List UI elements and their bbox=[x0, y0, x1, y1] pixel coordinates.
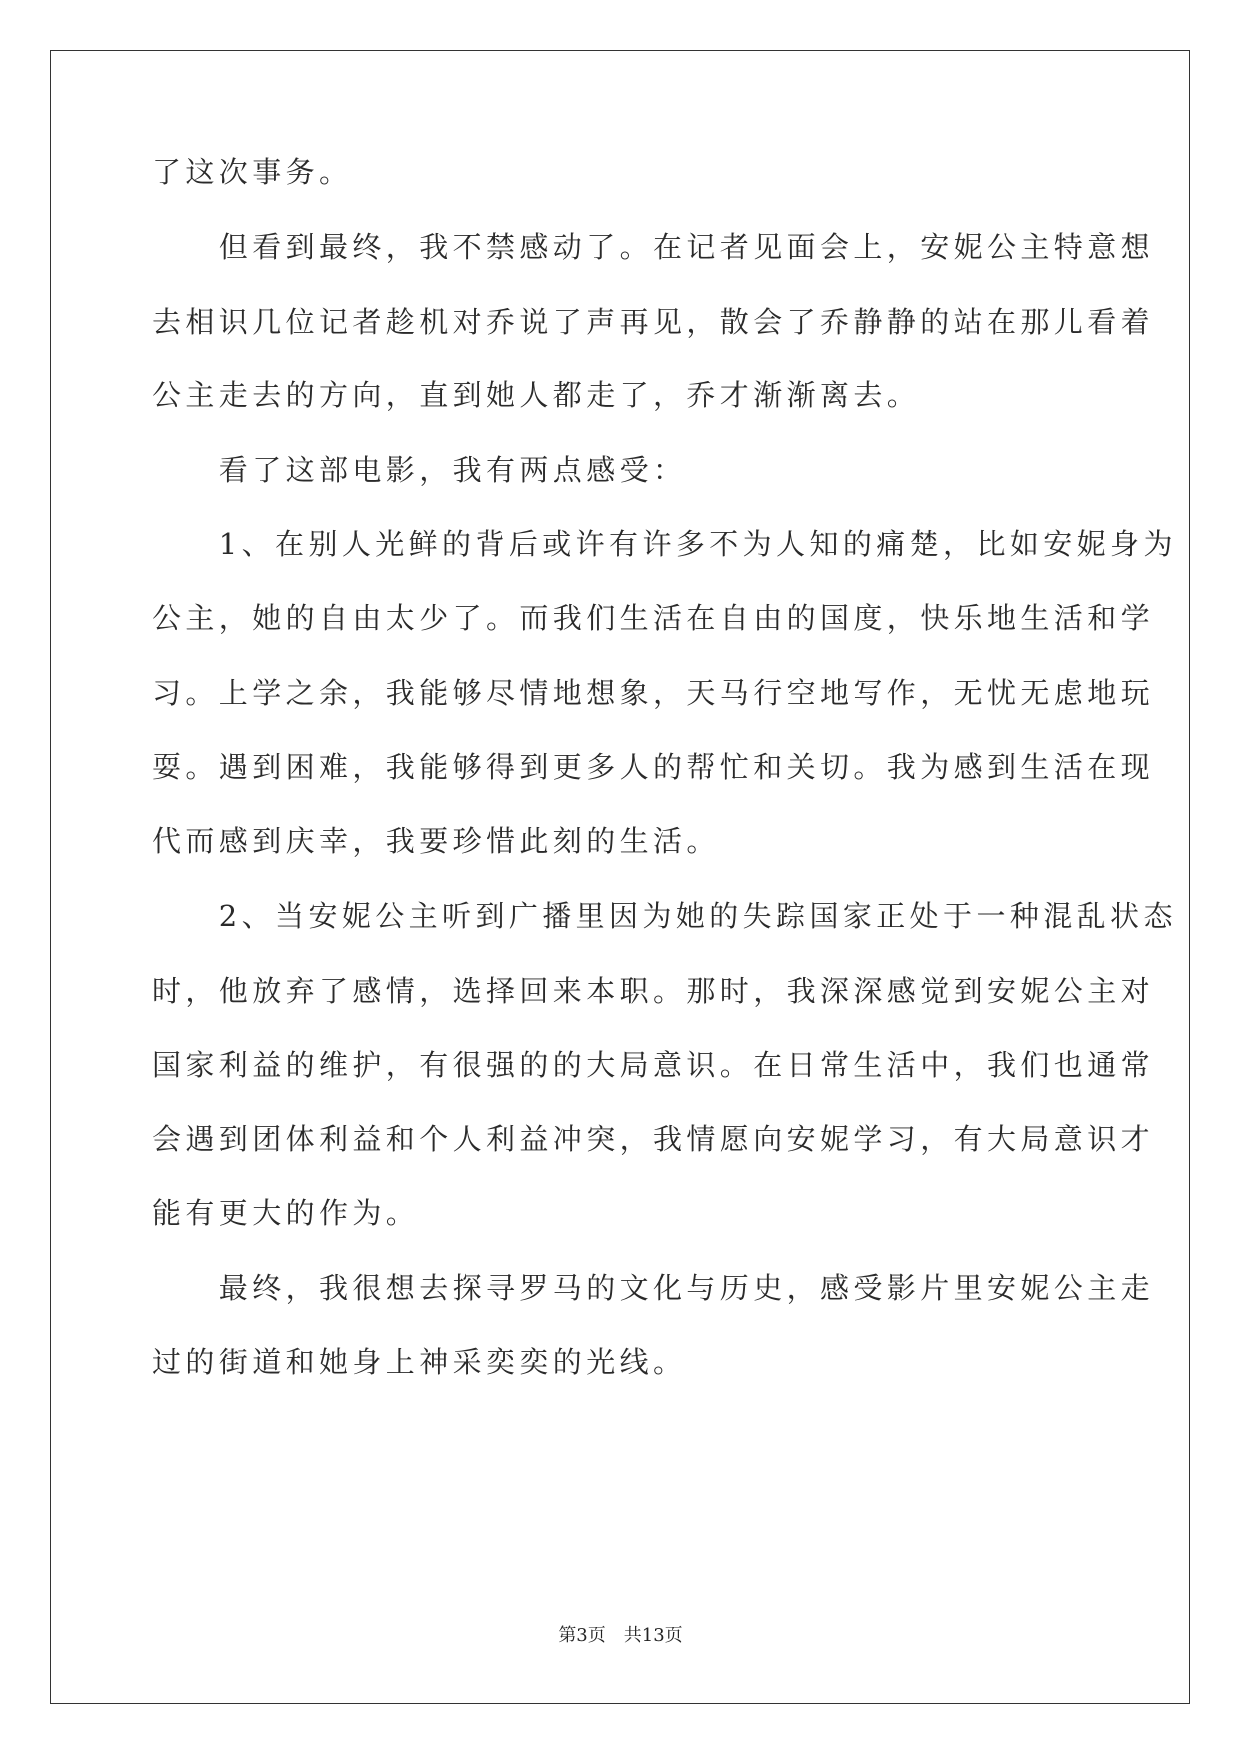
text-line-7: 公主，她的自由太少了。而我们生活在自由的国度，快乐地生活和学 bbox=[152, 601, 1155, 635]
text-line-11: 2、当安妮公主听到广播里因为她的失踪国家正处于一种混乱状态 bbox=[152, 899, 1177, 933]
text-line-17: 过的街道和她身上神采奕奕的光线。 bbox=[152, 1345, 687, 1379]
text-line-9: 耍。遇到困难，我能够得到更多人的帮忙和关切。我为感到生活在现 bbox=[152, 750, 1155, 784]
text-line-16: 最终，我很想去探寻罗马的文化与历史，感受影片里安妮公主走 bbox=[152, 1271, 1155, 1305]
text-line-13: 国家利益的维护，有很强的的大局意识。在日常生活中，我们也通常 bbox=[152, 1048, 1155, 1082]
text-line-5: 看了这部电影，我有两点感受： bbox=[152, 453, 687, 487]
text-line-2: 但看到最终，我不禁感动了。在记者见面会上，安妮公主特意想 bbox=[152, 230, 1155, 264]
text-line-15: 能有更大的作为。 bbox=[152, 1196, 420, 1230]
text-line-10: 代而感到庆幸，我要珍惜此刻的生活。 bbox=[152, 824, 720, 858]
text-line-1: 了这次事务。 bbox=[152, 155, 353, 189]
text-line-8: 习。上学之余，我能够尽情地想象，天马行空地写作，无忧无虑地玩 bbox=[152, 676, 1155, 710]
page-border bbox=[50, 50, 1190, 1704]
text-line-12: 时，他放弃了感情，选择回来本职。那时，我深深感觉到安妮公主对 bbox=[152, 974, 1155, 1008]
text-line-6: 1、在别人光鲜的背后或许有许多不为人知的痛楚，比如安妮身为 bbox=[152, 527, 1177, 561]
text-line-3: 去相识几位记者趁机对乔说了声再见，散会了乔静静的站在那儿看着 bbox=[152, 305, 1155, 339]
text-line-4: 公主走去的方向，直到她人都走了，乔才渐渐离去。 bbox=[152, 378, 921, 412]
page-number-footer: 第3页 共13页 bbox=[558, 1625, 683, 1646]
text-line-14: 会遇到团体利益和个人利益冲突，我情愿向安妮学习，有大局意识才 bbox=[152, 1122, 1155, 1156]
